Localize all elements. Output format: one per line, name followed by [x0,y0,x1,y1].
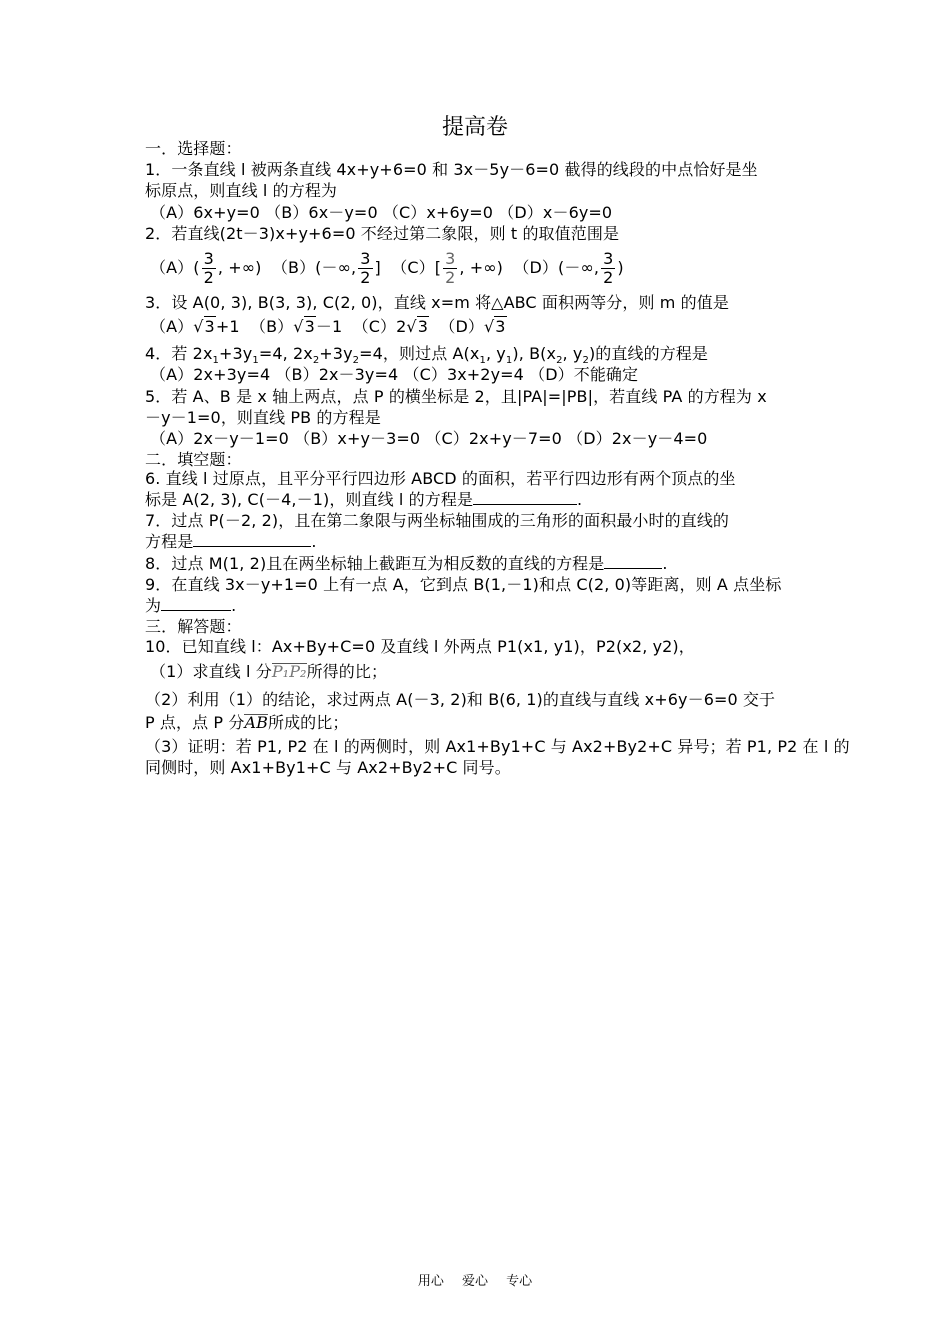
question-10-part-2-line-1: （2）利用（1）的结论，求过两点 A(－3, 2)和 B(6, 1)的直线与直线 x+6y－6=0 交于 [145,690,776,709]
question-1-line-1: 1．一条直线 l 被两条直线 4x+y+6=0 和 3x－5y－6=0 截得的线段的中点恰好是坐 [145,160,758,179]
sqrt-3: √3 [406,317,428,336]
vector-ab: AB [244,713,268,732]
question-1-line-2: 标原点，则直线 l 的方程为 [145,181,338,200]
question-4-line-1: 4．若 $2x_1+3y_1=4$, $2x_2+3y_2=4$，则过点 $A(x_1$, $y_1$), $B(x_2$, $y_2$)的直线的方程是 [145,344,708,367]
question-10-line-1: 10．已知直线 l：Ax+By+C=0 及直线 l 外两点 P1(x1, y1)，P2(x2, y2)， [145,637,695,656]
question-3-options: （A）√3+1 （B）√3－1 （C）2√3 （D）√3 [150,317,506,336]
question-7-line-1: 7．过点 P(－2, 2)，且在第二象限与两坐标轴围成的三角形的面积最小时的直线的 [145,511,730,530]
question-5-options: （A）2x－y－1=0 （B）x+y－3=0 （C）2x+y－7=0 （D）2x－y－4=0 [150,429,708,448]
question-10-part-1: （1）求直线 l 分P₁P₂所得的比； [150,662,388,681]
answer-blank[interactable] [604,553,662,569]
q2-option-a: （A）( $\frac{3}{2}$ , +∞) [150,249,262,287]
question-6-line-1: 6. 直线 l 过原点，且平分平行四边形 ABCD 的面积，若平行四边形有两个顶点的坐 [145,469,736,488]
fraction: $\frac{3}{2}$ [360,249,371,287]
question-3-line-1: 3．设 A(0, 3), B(3, 3), C(2, 0)，直线 x=m 将△ABC 面积两等分，则 m 的值是 [145,293,729,312]
section-heading-fill: 二．填空题： [145,450,242,469]
question-5-line-1: 5．若 A、B 是 x 轴上两点，点 P 的横坐标是 2，且|PA|=|PB|，若直线 PA 的方程为 x [145,387,767,406]
question-9-line-2: 为 . [145,596,237,615]
question-10-part-3-line-2: 同侧时，则 Ax1+By1+C 与 Ax2+By2+C 同号。 [145,758,511,777]
question-9-line-1: 9．在直线 3x－y+1=0 上有一点 A，它到点 B(1,－1)和点 C(2, 0)等距离，则 A 点坐标 [145,575,782,594]
q2-option-c: （C）[ $\frac{3}{2}$ , +∞) [391,249,504,287]
question-10-part-2-line-2: P 点，点 P 分AB所成的比； [145,713,349,732]
question-7-line-2: 方程是 . [145,532,317,551]
vector-p1p2: P₁P₂ [271,662,307,681]
question-10-part-3-line-1: （3）证明：若 P1, P2 在 l 的两侧时，则 Ax1+By1+C 与 Ax2+By2+C 异号；若 P1, P2 在 l 的 [145,737,850,756]
q2-option-b: （B）(－∞, $\frac{3}{2}$ ] [271,249,381,287]
answer-blank[interactable] [193,531,311,547]
question-6-line-2: 标是 A(2, 3), C(－4,－1)，则直线 l 的方程是 . [145,490,583,509]
page-footer: 用心 爱心 专心 [417,1274,533,1289]
section-heading-choice: 一．选择题： [145,139,242,158]
question-4-options: （A）2x+3y=4 （B）2x－3y=4 （C）3x+2y=4 （D）不能确定 [150,365,639,384]
answer-blank[interactable] [473,489,577,505]
question-1-options: （A）6x+y=0 （B）6x－y=0 （C）x+6y=0 （D）x－6y=0 [150,203,613,222]
question-8-line-1: 8．过点 M(1, 2)且在两坐标轴上截距互为相反数的直线的方程是 . [145,554,668,573]
fraction: $\frac{3}{2}$ [603,249,614,287]
answer-blank[interactable] [161,595,231,611]
question-2-options [150,249,815,287]
question-2-line-1: 2．若直线(2t－3)x+y+6=0 不经过第二象限，则 t 的取值范围是 [145,224,620,243]
question-5-line-2: －y－1=0，则直线 PB 的方程是 [145,408,381,427]
sqrt-3: √3 [483,317,506,336]
q2-option-d: （D）(－∞, $\frac{3}{2}$ ) [513,249,624,287]
fraction: $\frac{3}{2}$ [445,249,456,287]
sqrt-3: √3 [293,317,315,336]
fraction: $\frac{3}{2}$ [203,249,214,287]
sqrt-3: √3 [193,317,215,336]
section-heading-solve: 三．解答题： [145,617,242,636]
page-title: 提高卷 [441,115,508,140]
